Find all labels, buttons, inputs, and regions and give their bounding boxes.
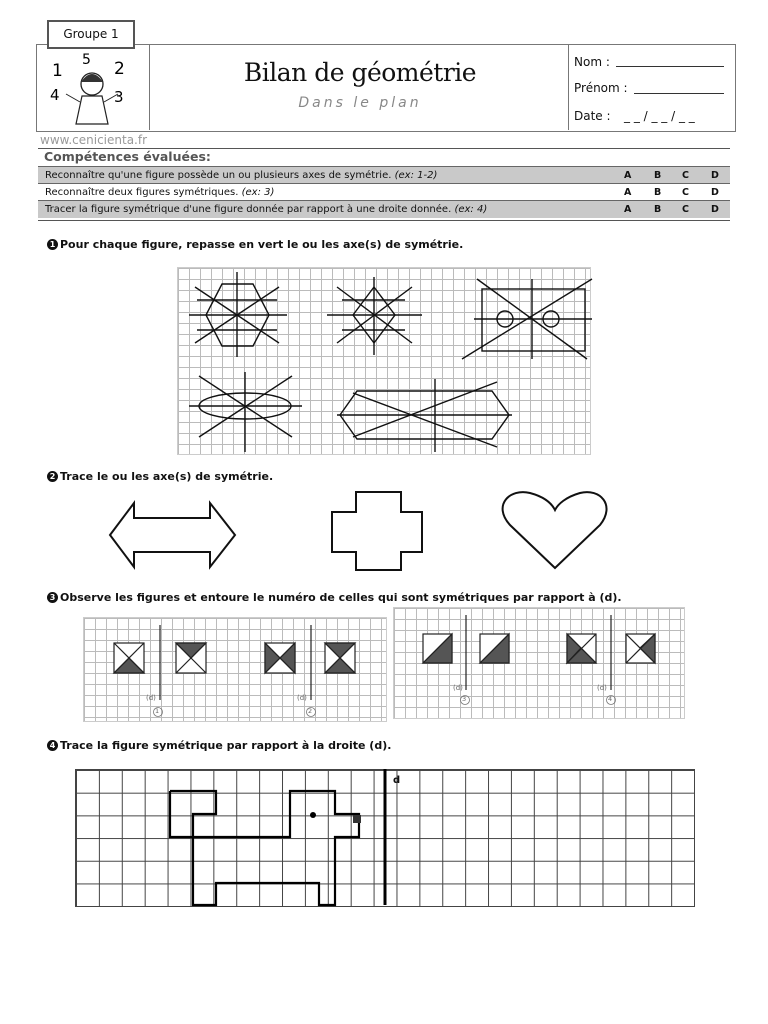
nom-label: Nom : xyxy=(574,55,610,69)
logo-digit: 1 xyxy=(52,61,63,81)
figure-number[interactable]: 2 xyxy=(308,707,313,715)
prenom-field[interactable] xyxy=(634,93,724,94)
grade-d[interactable]: D xyxy=(711,204,719,215)
exercise-1-instruction: 1 Pour chaque figure, repasse en vert le ou les axe(s) de symétrie. xyxy=(47,238,463,251)
date-field[interactable]: _ _ / _ _ / _ _ xyxy=(624,109,695,123)
grade-c[interactable]: C xyxy=(682,204,689,215)
grade-a[interactable]: A xyxy=(624,187,632,198)
grade-c[interactable]: C xyxy=(682,170,689,181)
figure-number[interactable]: 3 xyxy=(462,695,467,703)
logo-digit: 2 xyxy=(114,59,125,79)
exercise-4-figure xyxy=(75,769,693,905)
grade-d[interactable]: D xyxy=(711,187,719,198)
competence-row xyxy=(38,200,730,218)
figure-number[interactable]: 4 xyxy=(608,695,613,703)
group-label: Groupe 1 xyxy=(47,20,135,49)
exercise-1-figures xyxy=(177,267,589,453)
axis-label: (d) xyxy=(597,684,607,692)
nom-field[interactable] xyxy=(616,66,724,67)
page-title: Bilan de géométrie xyxy=(243,58,477,87)
grade-d[interactable]: D xyxy=(711,170,719,181)
grade-b[interactable]: B xyxy=(654,187,662,198)
exercise-4-instruction: 4 Trace la figure symétrique par rapport à la droite (d). xyxy=(47,739,391,752)
grade-a[interactable]: A xyxy=(624,170,632,181)
date-label: Date : xyxy=(574,109,611,123)
double-arrow-icon xyxy=(110,503,235,567)
competences-title: Compétences évaluées: xyxy=(44,149,211,164)
dog-shape xyxy=(170,791,359,905)
website-link[interactable]: www.cenicienta.fr xyxy=(40,133,148,147)
axis-label: (d) xyxy=(297,694,307,702)
heart-icon xyxy=(503,492,607,568)
page-subtitle: Dans le plan xyxy=(298,95,422,111)
girl-numbers-logo-icon xyxy=(36,44,149,130)
prenom-label: Prénom : xyxy=(574,81,628,95)
cross-icon xyxy=(332,492,422,570)
figure-number[interactable]: 1 xyxy=(155,707,160,715)
grade-a[interactable]: A xyxy=(624,204,632,215)
axis-label: (d) xyxy=(453,684,463,692)
exercise-2-instruction: 2 Trace le ou les axe(s) de symétrie. xyxy=(47,470,273,483)
logo xyxy=(36,44,150,130)
competence-row xyxy=(38,183,730,201)
competence-text: Tracer la figure symétrique d'une figure donnée par rapport à une droite donnée. (ex: 4) xyxy=(45,204,488,215)
axis-label: (d) xyxy=(146,694,156,702)
competence-text: Reconnaître qu'une figure possède un ou plusieurs axes de symétrie. (ex: 1-2) xyxy=(45,170,438,181)
exercise-3-grid-right xyxy=(393,607,685,719)
grade-b[interactable]: B xyxy=(654,204,662,215)
axis-d-label: d xyxy=(393,775,401,786)
logo-digit: 3 xyxy=(114,88,124,106)
logo-digit: 5 xyxy=(82,52,91,68)
grade-b[interactable]: B xyxy=(654,170,662,181)
logo-digit: 4 xyxy=(50,86,60,104)
competence-row xyxy=(38,166,730,184)
competence-text: Reconnaître deux figures symétriques. (ex: 3) xyxy=(45,187,275,198)
exercise-3-grid-left xyxy=(83,617,387,722)
exercise-3-instruction: 3 Observe les figures et entoure le numéro de celles qui sont symétriques par rapport à (d). xyxy=(47,591,622,604)
grade-c[interactable]: C xyxy=(682,187,689,198)
